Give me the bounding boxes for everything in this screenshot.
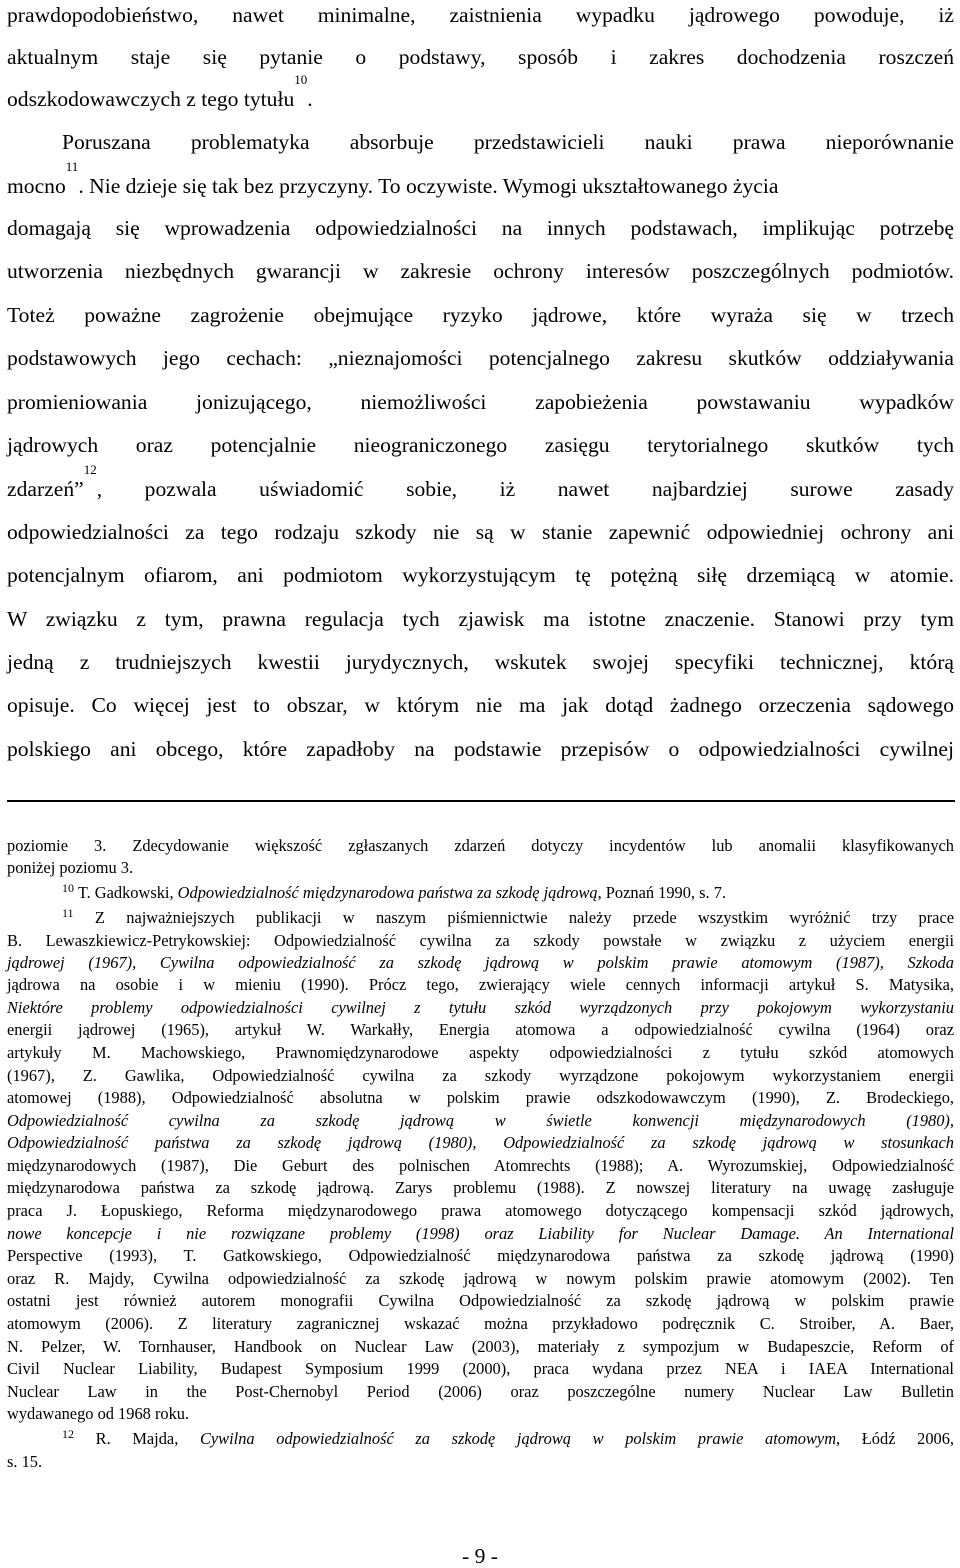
body-line: W związku z tym, prawna regulacja tych zjawisk ma istotne znaczenie. Stanowi przy tym xyxy=(7,607,954,631)
footnote-line: nowe koncepcje i nie rozwiązane problemy (1998) oraz Liability for Nuclear Damage. An International xyxy=(7,1224,954,1243)
body-text: . Nie dzieje się tak bez przyczyny. To oczywiste. Wymogi ukształtowanego życia xyxy=(78,174,779,198)
body-text: , pozwala uświadomić sobie, iż nawet najbardziej surowe zasady xyxy=(96,477,954,501)
page-number: - 9 - xyxy=(462,1544,498,1568)
footnote-line: praca J. Łopuskiego, Reforma międzynarodowego prawa atomowego dotyczącego kompensacji szkód jądrowych, xyxy=(7,1201,954,1220)
footnote-ref-10: 10 xyxy=(294,72,308,87)
footnote-line: ostatni jest również autorem monografii Cywilna Odpowiedzialność za szkodę jądrową w polskim prawie xyxy=(7,1291,954,1310)
body-line: odpowiedzialności za tego rodzaju szkody nie są w stanie zapewnić odpowiedniej ochrony ani xyxy=(7,520,954,544)
footnote-title: Cywilna odpowiedzialność za szkodę jądrową w polskim prawie atomowym xyxy=(199,1429,837,1448)
footnote-text: , Łódź 2006, xyxy=(836,1429,954,1448)
footnote-line: Odpowiedzialność cywilna za szkodę jądrową w świetle konwencji międzynarodowych (1980), xyxy=(7,1111,954,1130)
body-line: potencjalnym ofiarom, ani podmiotom wykorzystującym tę potężną siłę drzemiącą w atomie. xyxy=(7,563,954,587)
footnote-line: atomowym (2006). Z literatury zagranicznej wskazać można przykładowo podręcznik C. Stroiber, A. Baer, xyxy=(7,1314,954,1333)
footnote-number: 10 xyxy=(62,881,74,895)
body-line: Toteż poważne zagrożenie obejmujące ryzyko jądrowe, które wyraża się w trzech xyxy=(7,303,954,327)
footnote-line: energii jądrowej (1965), artykuł W. Warkałły, Energia atomowa a odpowiedzialność cywilna (1964) oraz xyxy=(7,1020,954,1039)
body-line: promieniowania jonizującego, niemożliwości zapobieżenia powstawaniu wypadków xyxy=(7,390,954,414)
footnote-line: Perspective (1993), T. Gatkowskiego, Odpowiedzialność międzynarodowa państwa za szkodę jądrową (1990) xyxy=(7,1246,954,1265)
footnote-text: R. Majda, xyxy=(95,1429,200,1448)
body-line: aktualnym staje się pytanie o podstawy, sposób i zakres dochodzenia roszczeń xyxy=(7,45,954,69)
footnote-number: 12 xyxy=(62,1427,74,1441)
body-line: podstawowych jego cechach: „nieznajomości potencjalnego zakresu skutków oddziaływania xyxy=(7,346,954,370)
footnote-line: Nuclear Law in the Post-Chernobyl Period (2006) oraz poszczególne numery Nuclear Law Bulletin xyxy=(7,1382,954,1401)
body-line: domagają się wprowadzenia odpowiedzialności na innych podstawach, implikując potrzebę xyxy=(7,216,954,240)
footnote-line: Civil Nuclear Liability, Budapest Symposium 1999 (2000), praca wydana przez NEA i IAEA International xyxy=(7,1359,954,1378)
footnote-text: Z najważniejszych publikacji w naszym piśmiennictwie należy przede wszystkim wyróżnić trzy prace xyxy=(94,908,954,927)
body-line: polskiego ani obcego, które zapadłoby na podstawie przepisów o odpowiedzialności cywilnej xyxy=(7,737,954,761)
body-text: zdarzeń”$^{12}$ xyxy=(7,462,97,501)
footnote-line: międzynarodowych (1987), Die Geburt des polnischen Atomrechts (1988); A. Wyrozumskiej, Odpowiedzialność xyxy=(7,1156,954,1175)
footnote-line: N. Pelzer, W. Tornhauser, Handbook on Nuclear Law (2003), materiały z sympozjum w Budapeszcie, Reform of xyxy=(7,1337,954,1356)
body-line xyxy=(7,159,954,201)
footnote-separator xyxy=(7,800,955,802)
footnote-ref-12: 12 xyxy=(83,462,97,477)
footnote-10 xyxy=(7,883,954,904)
body-text: mocno xyxy=(7,174,66,198)
footnote-12 xyxy=(7,1429,954,1450)
footnote-line: s. 15. xyxy=(7,1452,43,1471)
body-line: Poruszana problematyka absorbuje przedstawicieli nauki prawa nieporównanie xyxy=(62,130,954,154)
body-line xyxy=(7,72,954,114)
body-line: jedną z trudniejszych kwestii jurydycznych, wskutek swojej specyfiki technicznej, którą xyxy=(7,650,954,674)
footnote-line: oraz R. Majdy, Cywilna odpowiedzialność za szkodę jądrową w nowym polskim prawie atomowym (2002). Ten xyxy=(7,1269,954,1288)
footnote-line: Odpowiedzialność państwa za szkodę jądrową (1980), Odpowiedzialność za szkodę jądrową w stosunkach xyxy=(7,1133,954,1152)
footnote-text: T. Gadkowski, xyxy=(77,883,178,902)
footnote-title: Odpowiedzialność międzynarodowa państwa za szkodę jądrową xyxy=(177,883,598,902)
footnote-line: (1967), Z. Gawlika, Odpowiedzialność cywilna za szkody wyrządzone pokojowym wykorzystaniem energii xyxy=(7,1066,954,1085)
footnote-line: poziomie 3. Zdecydowanie większość zgłaszanych zdarzeń dotyczy incydentów lub anomalii klasyfikowanych xyxy=(7,836,954,855)
body-line: utworzenia niezbędnych gwarancji w zakresie ochrony interesów poszczególnych podmiotów. xyxy=(7,259,954,283)
footnote-line: atomowej (1988), Odpowiedzialność absolutna w polskim prawie odszkodowawczym (1990), Z. Brodeckiego, xyxy=(7,1088,954,1107)
body-line xyxy=(7,462,954,504)
footnote-line: poniżej poziomu 3. xyxy=(7,858,134,877)
footnote-line: wydawanego od 1968 roku. xyxy=(7,1404,190,1423)
footnote-line: Niektóre problemy odpowiedzialności cywilnej z tytułu szkód wyrządzonych przy pokojowym wykorzystaniu xyxy=(7,998,954,1017)
footnote-line: artykuły M. Machowskiego, Prawnomiędzynarodowe aspekty odpowiedzialności z tytułu szkód atomowych xyxy=(7,1043,954,1062)
footnote-line: międzynarodowa państwa za szkodę jądrową. Zarys problemu (1988). Z nowszej literatury na uwagę zasługuje xyxy=(7,1178,954,1197)
footnote-line: B. Lewaszkiewicz-Petrykowskiej: Odpowiedzialność cywilna za szkody powstałe w związku z użyciem energii xyxy=(7,931,954,950)
body-text: . xyxy=(307,87,313,111)
body-line: opisuje. Co więcej jest to obszar, w którym nie ma jak dotąd żadnego orzeczenia sądowego xyxy=(7,693,954,717)
footnote-number: 11 xyxy=(62,906,74,920)
body-line: jądrowych oraz potencjalnie nieograniczonego zasięgu terytorialnego skutków tych xyxy=(7,433,954,457)
footnote-ref-11: 11 xyxy=(65,159,79,174)
footnote-line: jądrowa na osobie i w mieniu (1990). Prócz tego, zwierający wiele cennych informacji artykuł S. Matysika, xyxy=(7,975,954,994)
footnote-11 xyxy=(7,908,954,929)
body-text: odszkodowawczych z tego tytułu xyxy=(7,87,295,111)
footnote-text: , Poznań 1990, s. 7. xyxy=(597,883,726,902)
footnote-line: jądrowej (1967), Cywilna odpowiedzialność za szkodę jądrową w polskim prawie atomowym (1987), Szkoda xyxy=(7,953,954,972)
body-line: prawdopodobieństwo, nawet minimalne, zaistnienia wypadku jądrowego powoduje, iż xyxy=(7,3,954,27)
